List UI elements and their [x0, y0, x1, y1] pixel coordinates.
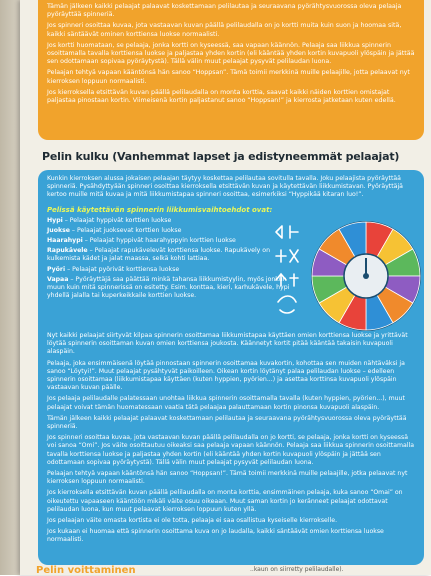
- movement-list: [47, 217, 292, 301]
- orange-paragraph: Pelaajan tehtyä vapaan kääntönsä hän sanoo “Hoppsan”. Tämä toimii merkkinä muille pelaajille, jotta pelaavat nyt kierroksen loppuun normaalisti.: [47, 69, 410, 85]
- movement-desc: – Pelaajat pyörivät korttiensa luokse: [65, 265, 180, 273]
- movement-desc: – Pelaajat juoksevat korttien luokse: [69, 226, 182, 234]
- rule-paragraph: Pelaaja, joka ensimmäisenä löytää pinnostaan spinnerin osoittamaa kuvakortin, kohottaa sen muiden nähtäväksi ja sanoo “Löytyi!”. Muut pelaajat pysähtyvät paikoilleen. Oikean kortin löytänyt palaa pelilaudan luokse – edelleen spinnerin osoittamaa (liikkumistapaa käyttäen (kuten hyppien, pyörien...) ja asettaa korttinsa kuvapuoli ylöspäin vastaavan kuvan päälle.: [47, 359, 405, 392]
- rule-paragraph: Tämän jälkeen kaikki pelaajat palaavat koskettamaan pelilautaa ja seuraavana pyörähtysvuorossa oleva pyöräyttää spinneriä.: [47, 414, 407, 431]
- movement-desc: – Pelaajat rapukävelevät korttiensa luokse. Rapukävely on kulkemista kädet ja jalat maassa, selkä kohti lattiaa.: [47, 247, 271, 263]
- orange-paragraph: Tämän jälkeen kaikki pelaajat palaavat koskettamaan pelilautaa ja seuraavana pyörähtysvuorossa oleva pelaaja pyöräyttää spinneriä.: [47, 3, 402, 19]
- footer-title: Pelin voittaminen: [36, 565, 136, 576]
- movement-subheading: Pelissä käytettävän spinnerin liikkumisvaihtoehdot ovat:: [47, 205, 273, 214]
- orange-rules-box: [38, 0, 424, 140]
- movement-symbols-icon: [270, 222, 304, 322]
- movement-term: Vapaa: [47, 275, 69, 283]
- movement-item: [47, 237, 292, 245]
- orange-paragraph: Jos kierroksella etsittävän kuvan päällä pelilaudalla on monta korttia, saavat kaikki näiden korttien omistajat paljastaa pinostaan kortin. Viimeisenä kortin paljastanut sanoo “Hoppsan!” ja kierrosta jatketaan kuten edellä.: [47, 88, 396, 105]
- movement-term: Juokse: [47, 226, 70, 234]
- movement-desc: – Pyöräyttäjä saa päättää minkä tahansa liikkumistyylin, myös jonkun muun kuin mitä spinnerissä on esitetty. Esim. konttaa, kieri, karhukävele, hypi yhdellä jalalla tai kuperkeikkaile korttien luokse.: [47, 275, 290, 300]
- blue-rules-box: [38, 170, 424, 565]
- section-heading: Pelin kulku (Vanhemmat lapset ja edistyneemmät pelaajat): [42, 150, 400, 163]
- movement-item: [47, 247, 292, 263]
- footer-note: ..kaun on siirretty pelilaudalle).: [250, 566, 344, 573]
- rule-paragraph: Jos pelaajan väite omasta kortista ei ole totta, pelaaja ei saa osallistua kyseiselle kierrokselle.: [47, 517, 338, 525]
- orange-paragraph: Jos spinneri osoittaa kuvaa, jota vastaavan kuvan päällä pelilaudalla on jo kortti muita kuin suon ja hoomaa sitä, kaikki säntäävät ominen korttiensa luokse normaalisti.: [47, 22, 402, 38]
- movement-term: Pyöri: [47, 265, 66, 273]
- movement-term: Haarahypi: [47, 237, 83, 245]
- background-surface: [0, 0, 22, 575]
- rule-paragraph: Nyt kaikki pelaajat siirtyvät kilpaa spinnerin osoittamaa liikkumistapaa käyttäen omien korttiensa luokse ja yrittävät löytää spinnerin osoittaman kuvan omien korttiensa joukosta. Käännetyt kortit pitää kääntää takaisin kuvapuoli alaspäin.: [47, 332, 408, 356]
- spinner-wheel-icon: [310, 220, 422, 332]
- movement-item: [47, 227, 292, 235]
- rule-paragraph: Jos pelaaja pelilaudalle palatessaan unohtaa liikkua spinnerin osoittamalla tavalla (kuten hyppien, pyörien...), muut pelaajat voivat tämän huomatessaan vaatia tätä pelaajaa palauttamaan kortin pinonsa kuvapuoli alaspäin.: [47, 395, 405, 411]
- rule-paragraph: Pelaajan tehtyä vapaan kääntönsä hän sanoo “Hoppsan!”. Tämä toimii merkkinä muille pelaajille, jotka pelaavat nyt kierroksen loppuun normaalisti.: [47, 470, 408, 486]
- movement-term: Rapukävele: [47, 247, 88, 255]
- rule-paragraph: Jos kierroksella etsittävän kuvan päällä pelilaudalla on monta korttia, ensimmäinen pelaaja, kuka sanoo “Omai” on oikeutettu vapaaseen kääntöön mikäli väite osuu oikeaan. Muut saman kortin jo keränneet pelaajat odottavat pelilaudan luona, kun muut pelaavat kierroksen loppuun kuten yllä.: [47, 489, 403, 513]
- movement-item: [47, 266, 292, 274]
- rule-paragraph: Jos kukaan ei huomaa että spinnerin osoittama kuva on jo laudalla, kaikki säntäävät omien korttiensa luokse normaalisti.: [47, 528, 384, 544]
- lower-text: [47, 332, 415, 548]
- orange-paragraph: Jos kortti huomataan, se pelaaja, jonka kortti on kyseessä, saa vapaan käännön. Pelaaja saa liikkua spinnerin osoittamalla tavalla korttiensa luokse ja paljastaa yhden kortin (eli kääntää yhden kortin kuvapuoli ylöspäin ja jättää sen odottamaan sopivaa pyöräytystä). Tällä välin muut pelaajat pysyvät pelilaudan luona.: [47, 41, 415, 66]
- movement-item: [47, 217, 292, 225]
- intro-paragraph: Kunkin kierroksen alussa jokaisen pelaajan täytyy koskettaa pelilautaa sovitulla tavalla. Joku pelaajista pyöräyttää spinneriä. Pysähdyttyään spinneri osoittaa kierroksella etsittävän kuvan ja käytettävän liikkumistavan. Pyöräyttäjä kertoo muille mitä kuvaa ja mitä liikkumistapaa spinneri osoittaa, esimerkiksi “Hyppikää kitaran luo!”.: [47, 175, 403, 199]
- movement-term: Hypi: [47, 216, 63, 224]
- movement-item: [47, 276, 292, 301]
- movement-desc: – Pelaajat hyppivät haarahyppyin korttien luokse: [82, 237, 236, 245]
- rule-paragraph: Jos spinneri osoittaa kuvaa, jota vastaavan kuvan päällä pelilaudalla on jo kortti, se pelaaja, jonka kortti on kyseessä voi sanoa “Omi”. Jos väite osoittautuu oikeaksi saa pelaaja vapaan käännön. Pelaaja saa liikkua spinnerin osoittamalla tavalla korttiensa luokse ja paljastaa yhden kortin (eli kääntää yhden kortin kuvapuoli ylöspäin ja jättää sen odottamaan sopivaa pyöräytystä). Tällä välin muut pelaajat pysyvät pelilaudan luona.: [47, 434, 415, 466]
- movement-desc: – Pelaajat hyppivät korttien luokse: [62, 216, 172, 224]
